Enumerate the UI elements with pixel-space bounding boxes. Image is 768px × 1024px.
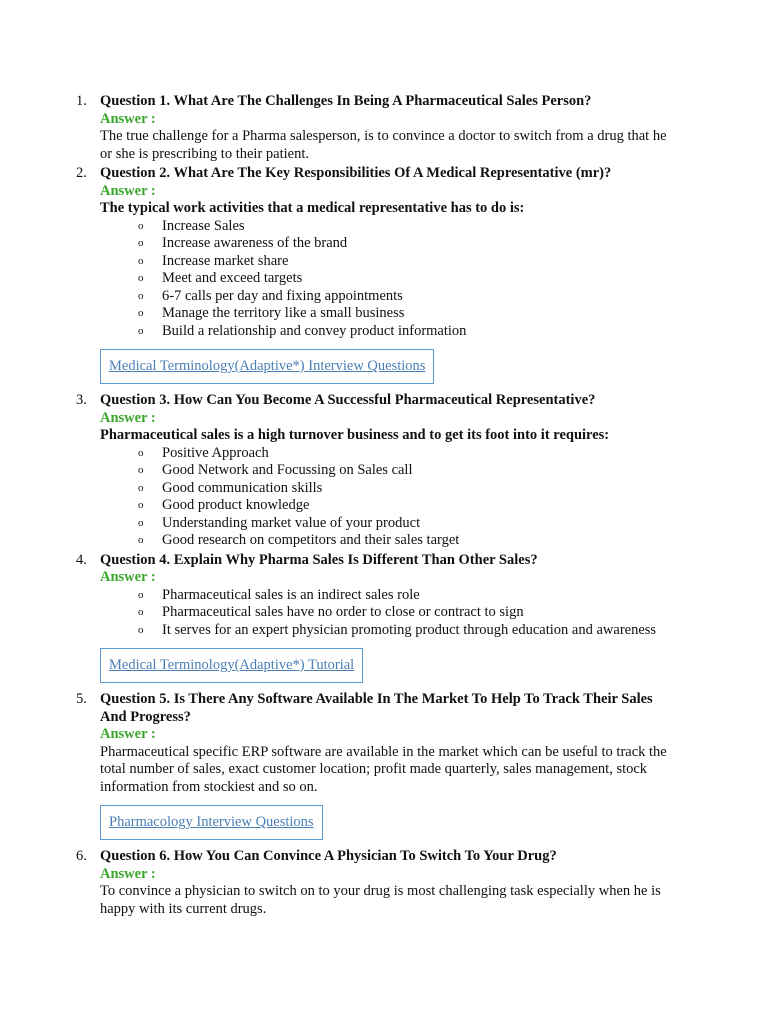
question-title: Question 3. How Can You Become A Successful Pharmaceutical Representative?: [100, 392, 596, 408]
list-item-text: Increase awareness of the brand: [162, 235, 348, 251]
list-item-text: Pharmaceutical sales is an indirect sales role: [162, 586, 420, 603]
related-link[interactable]: Pharmacology Interview Questions: [109, 814, 314, 830]
answer-text: The true challenge for a Pharma salesperson, is to convince a doctor to switch from a drug that he or she is prescribing to their patient.: [100, 128, 667, 162]
question-number: 3.: [76, 392, 87, 408]
question-item: [0, 93, 768, 165]
answer-label: Answer :: [100, 110, 156, 127]
bullet-circle-icon: o: [138, 588, 144, 601]
bullet-list: [100, 445, 678, 550]
list-item: [138, 444, 678, 463]
spacer: [100, 918, 678, 920]
list-item-text: Understanding market value of your product: [162, 514, 421, 531]
bullet-circle-icon: o: [138, 272, 144, 284]
question-number: 5.: [76, 691, 87, 707]
bullet-circle-icon: o: [138, 219, 144, 232]
related-link-box: [100, 805, 323, 840]
bullet-circle-icon: o: [138, 324, 144, 337]
question-title: Question 5. Is There Any Software Available In The Market To Help To Track Their Sales And Progress?: [100, 691, 653, 725]
answer-lead: The typical work activities that a medical representative has to do is:: [100, 200, 525, 216]
answer-label: Answer :: [100, 726, 156, 742]
question-item: [0, 392, 768, 552]
answer-text: Pharmaceutical specific ERP software are available in the market which can be useful to track the total number of sales, exact customer location; profit made quarterly, sales management, stock information from stockiest and so on.: [100, 743, 667, 795]
list-item: [138, 514, 678, 533]
list-item: [138, 270, 678, 288]
list-item-text: Meet and exceed targets: [162, 270, 303, 286]
bullet-circle-icon: o: [138, 289, 144, 302]
question-number: 2.: [76, 165, 87, 181]
list-item-text: Manage the territory like a small business: [162, 305, 405, 321]
bullet-circle-icon: o: [138, 237, 144, 249]
bullet-circle-icon: o: [138, 307, 144, 319]
question-title: Question 2. What Are The Key Responsibilities Of A Medical Representative (mr)?: [100, 165, 612, 181]
list-item: [138, 479, 678, 498]
bullet-circle-icon: o: [138, 464, 144, 476]
list-item-text: Build a relationship and convey product information: [162, 322, 467, 339]
list-item-text: Good Network and Focussing on Sales call: [162, 462, 413, 478]
answer-label: Answer :: [100, 182, 156, 199]
list-item: [138, 604, 678, 622]
list-item-text: 6-7 calls per day and fixing appointments: [162, 287, 403, 304]
bullet-list: [100, 587, 678, 640]
question-item: [0, 165, 768, 392]
list-item-text: Increase Sales: [162, 217, 245, 234]
bullet-circle-icon: o: [138, 499, 144, 511]
list-item: [138, 235, 678, 253]
list-item: [138, 322, 678, 341]
question-number: 4.: [76, 551, 87, 568]
question-item: [0, 552, 768, 692]
related-link[interactable]: Medical Terminology(Adaptive*) Interview Questions: [109, 358, 426, 374]
answer-label: Answer :: [100, 865, 156, 882]
list-item-text: Positive Approach: [162, 444, 269, 461]
list-item: [138, 586, 678, 605]
list-item: [138, 287, 678, 306]
bullet-circle-icon: o: [138, 446, 144, 459]
answer-label: Answer :: [100, 569, 156, 585]
bullet-circle-icon: o: [138, 606, 144, 618]
question-item: [0, 848, 768, 920]
related-link[interactable]: Medical Terminology(Adaptive*) Tutorial: [109, 657, 355, 673]
list-item-text: Good product knowledge: [162, 497, 310, 513]
answer-label: Answer :: [100, 409, 156, 426]
list-item: [138, 497, 678, 515]
question-number: 6.: [76, 848, 87, 864]
list-item-text: Pharmaceutical sales have no order to close or contract to sign: [162, 604, 524, 620]
question-title: Question 4. Explain Why Pharma Sales Is Different Than Other Sales?: [100, 551, 538, 568]
related-link-box: [100, 349, 434, 384]
list-item-text: Increase market share: [162, 252, 289, 269]
bullet-circle-icon: o: [138, 481, 144, 494]
question-title: Question 1. What Are The Challenges In Being A Pharmaceutical Sales Person?: [100, 93, 592, 109]
list-item: [138, 217, 678, 236]
list-item: [138, 621, 678, 640]
question-item: [0, 691, 768, 848]
list-item: [138, 462, 678, 480]
list-item: [138, 532, 678, 550]
list-item-text: It serves for an expert physician promoting product through education and awareness: [162, 621, 657, 638]
answer-text: To convince a physician to switch on to your drug is most challenging task especially when he is happy with its current drugs.: [100, 883, 661, 917]
list-item: [138, 305, 678, 323]
question-title: Question 6. How You Can Convince A Physician To Switch To Your Drug?: [100, 848, 557, 864]
bullet-circle-icon: o: [138, 254, 144, 267]
list-item: [138, 252, 678, 271]
question-number: 1.: [76, 93, 87, 109]
bullet-circle-icon: o: [138, 516, 144, 529]
bullet-circle-icon: o: [138, 623, 144, 636]
list-item-text: Good communication skills: [162, 479, 323, 496]
bullet-list: [100, 218, 678, 341]
bullet-circle-icon: o: [138, 534, 144, 546]
list-item-text: Good research on competitors and their sales target: [162, 532, 460, 548]
answer-lead: Pharmaceutical sales is a high turnover business and to get its foot into it requires:: [100, 427, 610, 443]
question-list: [0, 93, 768, 920]
related-link-box: [100, 648, 363, 683]
